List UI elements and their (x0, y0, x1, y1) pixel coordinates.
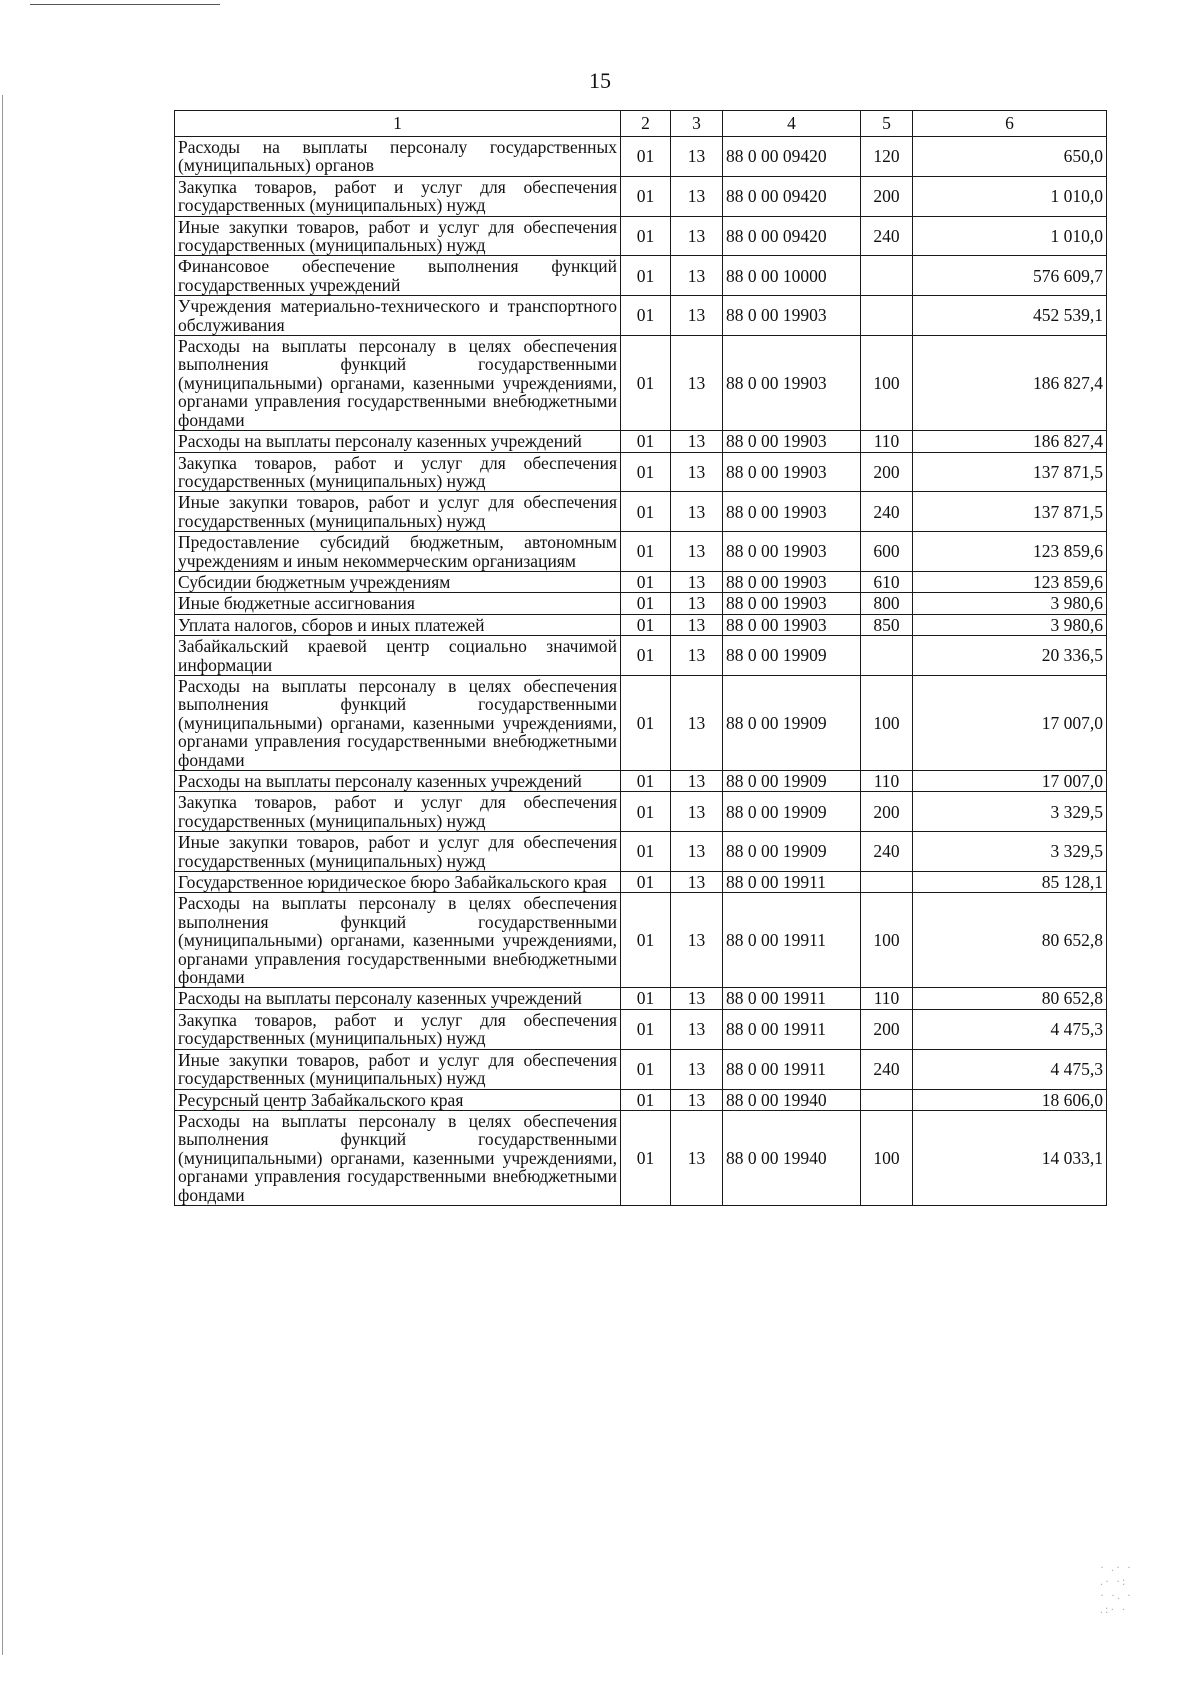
row-target-code: 88 0 00 19909 (723, 771, 861, 792)
row-subsection: 13 (671, 1089, 723, 1110)
row-name: Ресурсный центр Забайкальского края (175, 1089, 621, 1110)
row-subsection: 13 (671, 571, 723, 592)
row-expense-type: 200 (861, 176, 913, 216)
row-subsection: 13 (671, 216, 723, 256)
table-header-row (175, 111, 1107, 137)
row-subsection: 13 (671, 1009, 723, 1049)
row-expense-type: 100 (861, 675, 913, 770)
row-section: 01 (621, 1009, 671, 1049)
row-section: 01 (621, 137, 671, 177)
header-col-6: 6 (913, 111, 1107, 137)
row-subsection: 13 (671, 176, 723, 216)
row-name: Расходы на выплаты персоналу в целях обеспечения выполнения функций государственными (муниципальными) органами, казенными учреждениями, органами управления государственными внебюджетными фондами (175, 1110, 621, 1205)
table-row (175, 1049, 1107, 1089)
row-target-code: 88 0 00 19909 (723, 792, 861, 832)
table-row (175, 431, 1107, 452)
row-subsection: 13 (671, 832, 723, 872)
row-subsection: 13 (671, 336, 723, 431)
row-section: 01 (621, 636, 671, 676)
row-section: 01 (621, 256, 671, 296)
row-section: 01 (621, 216, 671, 256)
row-name: Предоставление субсидий бюджетным, автономным учреждениям и иным некоммерческим организациям (175, 532, 621, 572)
row-amount: 14 033,1 (913, 1110, 1107, 1205)
row-subsection: 13 (671, 675, 723, 770)
table-row (175, 1110, 1107, 1205)
row-name: Закупка товаров, работ и услуг для обеспечения государственных (муниципальных) нужд (175, 452, 621, 492)
left-scan-edge (2, 95, 3, 1655)
row-amount: 3 980,6 (913, 593, 1107, 614)
row-amount: 186 827,4 (913, 431, 1107, 452)
row-subsection: 13 (671, 872, 723, 893)
row-expense-type (861, 256, 913, 296)
row-target-code: 88 0 00 09420 (723, 137, 861, 177)
table-row (175, 593, 1107, 614)
row-target-code: 88 0 00 19940 (723, 1110, 861, 1205)
row-expense-type: 120 (861, 137, 913, 177)
row-target-code: 88 0 00 19911 (723, 872, 861, 893)
table-row (175, 832, 1107, 872)
row-section: 01 (621, 452, 671, 492)
table-row (175, 296, 1107, 336)
table-row (175, 216, 1107, 256)
row-name: Иные закупки товаров, работ и услуг для обеспечения государственных (муниципальных) нужд (175, 216, 621, 256)
row-target-code: 88 0 00 19911 (723, 893, 861, 988)
row-name: Расходы на выплаты персоналу государственных (муниципальных) органов (175, 137, 621, 177)
row-subsection: 13 (671, 431, 723, 452)
row-amount: 85 128,1 (913, 872, 1107, 893)
row-target-code: 88 0 00 19903 (723, 336, 861, 431)
row-target-code: 88 0 00 19903 (723, 532, 861, 572)
row-target-code: 88 0 00 10000 (723, 256, 861, 296)
header-col-3: 3 (671, 111, 723, 137)
row-name: Расходы на выплаты персоналу в целях обеспечения выполнения функций государственными (муниципальными) органами, казенными учреждениями, органами управления государственными внебюджетными фондами (175, 336, 621, 431)
header-col-5: 5 (861, 111, 913, 137)
row-name: Иные бюджетные ассигнования (175, 593, 621, 614)
row-name: Государственное юридическое бюро Забайкальского края (175, 872, 621, 893)
row-subsection: 13 (671, 771, 723, 792)
row-section: 01 (621, 893, 671, 988)
row-name: Забайкальский краевой центр социально значимой информации (175, 636, 621, 676)
row-target-code: 88 0 00 19903 (723, 431, 861, 452)
row-amount: 3 329,5 (913, 792, 1107, 832)
row-section: 01 (621, 296, 671, 336)
row-name: Расходы на выплаты персоналу в целях обеспечения выполнения функций государственными (муниципальными) органами, казенными учреждениями, органами управления государственными внебюджетными фондами (175, 893, 621, 988)
header-col-2: 2 (621, 111, 671, 137)
table-body (175, 137, 1107, 1206)
header-col-4: 4 (723, 111, 861, 137)
table-row (175, 137, 1107, 177)
row-amount: 18 606,0 (913, 1089, 1107, 1110)
row-section: 01 (621, 532, 671, 572)
table-row (175, 452, 1107, 492)
row-subsection: 13 (671, 256, 723, 296)
row-expense-type: 200 (861, 792, 913, 832)
row-target-code: 88 0 00 19911 (723, 1049, 861, 1089)
row-target-code: 88 0 00 19903 (723, 571, 861, 592)
row-section: 01 (621, 872, 671, 893)
row-section: 01 (621, 792, 671, 832)
page-number: 15 (589, 68, 611, 93)
row-expense-type: 850 (861, 614, 913, 635)
row-name: Иные закупки товаров, работ и услуг для обеспечения государственных (муниципальных) нужд (175, 492, 621, 532)
table-row (175, 988, 1107, 1009)
row-name: Иные закупки товаров, работ и услуг для обеспечения государственных (муниципальных) нужд (175, 1049, 621, 1089)
row-section: 01 (621, 571, 671, 592)
row-amount: 452 539,1 (913, 296, 1107, 336)
table-row (175, 614, 1107, 635)
row-subsection: 13 (671, 593, 723, 614)
row-name: Закупка товаров, работ и услуг для обеспечения государственных (муниципальных) нужд (175, 176, 621, 216)
row-name: Расходы на выплаты персоналу в целях обеспечения выполнения функций государственными (муниципальными) органами, казенными учреждениями, органами управления государственными внебюджетными фондами (175, 675, 621, 770)
table-row (175, 336, 1107, 431)
row-section: 01 (621, 832, 671, 872)
row-expense-type: 240 (861, 216, 913, 256)
row-amount: 4 475,3 (913, 1049, 1107, 1089)
row-expense-type: 800 (861, 593, 913, 614)
table-row (175, 872, 1107, 893)
row-target-code: 88 0 00 19911 (723, 1009, 861, 1049)
row-expense-type: 240 (861, 832, 913, 872)
row-expense-type: 110 (861, 988, 913, 1009)
row-amount: 20 336,5 (913, 636, 1107, 676)
table-row (175, 893, 1107, 988)
row-name: Расходы на выплаты персоналу казенных учреждений (175, 771, 621, 792)
row-expense-type: 240 (861, 492, 913, 532)
row-expense-type: 200 (861, 452, 913, 492)
row-expense-type: 200 (861, 1009, 913, 1049)
row-amount: 3 980,6 (913, 614, 1107, 635)
row-subsection: 13 (671, 614, 723, 635)
row-name: Финансовое обеспечение выполнения функций государственных учреждений (175, 256, 621, 296)
row-amount: 4 475,3 (913, 1009, 1107, 1049)
row-amount: 123 859,6 (913, 571, 1107, 592)
table-row (175, 176, 1107, 216)
row-subsection: 13 (671, 452, 723, 492)
row-name: Уплата налогов, сборов и иных платежей (175, 614, 621, 635)
row-amount: 1 010,0 (913, 176, 1107, 216)
row-subsection: 13 (671, 137, 723, 177)
row-name: Закупка товаров, работ и услуг для обеспечения государственных (муниципальных) нужд (175, 1009, 621, 1049)
row-subsection: 13 (671, 1049, 723, 1089)
table-row (175, 492, 1107, 532)
table-row (175, 771, 1107, 792)
row-section: 01 (621, 593, 671, 614)
row-amount: 123 859,6 (913, 532, 1107, 572)
table-row (175, 792, 1107, 832)
row-section: 01 (621, 431, 671, 452)
row-target-code: 88 0 00 19909 (723, 636, 861, 676)
row-amount: 137 871,5 (913, 492, 1107, 532)
table-row (175, 571, 1107, 592)
header-col-1: 1 (175, 111, 621, 137)
row-section: 01 (621, 614, 671, 635)
row-section: 01 (621, 1110, 671, 1205)
row-target-code: 88 0 00 19903 (723, 452, 861, 492)
budget-table (174, 110, 1107, 1206)
row-subsection: 13 (671, 492, 723, 532)
row-section: 01 (621, 336, 671, 431)
row-section: 01 (621, 176, 671, 216)
row-expense-type: 100 (861, 893, 913, 988)
row-target-code: 88 0 00 09420 (723, 216, 861, 256)
row-section: 01 (621, 492, 671, 532)
row-expense-type: 600 (861, 532, 913, 572)
row-expense-type (861, 872, 913, 893)
row-section: 01 (621, 771, 671, 792)
row-target-code: 88 0 00 09420 (723, 176, 861, 216)
row-amount: 17 007,0 (913, 675, 1107, 770)
row-amount: 3 329,5 (913, 832, 1107, 872)
table-row (175, 532, 1107, 572)
top-scan-rule (30, 4, 220, 5)
row-target-code: 88 0 00 19909 (723, 832, 861, 872)
row-amount: 80 652,8 (913, 988, 1107, 1009)
row-expense-type: 100 (861, 1110, 913, 1205)
row-amount: 186 827,4 (913, 336, 1107, 431)
row-expense-type: 100 (861, 336, 913, 431)
scan-noise: · .· · .· ·: · ·. · .:· · (1100, 1560, 1133, 1616)
row-name: Расходы на выплаты персоналу казенных учреждений (175, 431, 621, 452)
row-amount: 80 652,8 (913, 893, 1107, 988)
row-target-code: 88 0 00 19903 (723, 296, 861, 336)
row-section: 01 (621, 988, 671, 1009)
row-name: Субсидии бюджетным учреждениям (175, 571, 621, 592)
table-row (175, 256, 1107, 296)
row-amount: 137 871,5 (913, 452, 1107, 492)
row-section: 01 (621, 675, 671, 770)
row-subsection: 13 (671, 296, 723, 336)
row-subsection: 13 (671, 1110, 723, 1205)
row-subsection: 13 (671, 532, 723, 572)
row-amount: 576 609,7 (913, 256, 1107, 296)
row-section: 01 (621, 1049, 671, 1089)
row-name: Иные закупки товаров, работ и услуг для обеспечения государственных (муниципальных) нужд (175, 832, 621, 872)
row-name: Закупка товаров, работ и услуг для обеспечения государственных (муниципальных) нужд (175, 792, 621, 832)
table-row (175, 1089, 1107, 1110)
row-expense-type (861, 636, 913, 676)
row-amount: 650,0 (913, 137, 1107, 177)
row-subsection: 13 (671, 792, 723, 832)
row-target-code: 88 0 00 19903 (723, 593, 861, 614)
row-expense-type (861, 296, 913, 336)
row-name: Учреждения материально-технического и транспортного обслуживания (175, 296, 621, 336)
row-amount: 1 010,0 (913, 216, 1107, 256)
row-target-code: 88 0 00 19903 (723, 614, 861, 635)
row-expense-type: 240 (861, 1049, 913, 1089)
row-section: 01 (621, 1089, 671, 1110)
row-subsection: 13 (671, 988, 723, 1009)
row-target-code: 88 0 00 19909 (723, 675, 861, 770)
row-subsection: 13 (671, 893, 723, 988)
table-row (175, 675, 1107, 770)
table-row (175, 636, 1107, 676)
row-expense-type: 110 (861, 431, 913, 452)
row-target-code: 88 0 00 19903 (723, 492, 861, 532)
table-row (175, 1009, 1107, 1049)
row-amount: 17 007,0 (913, 771, 1107, 792)
row-subsection: 13 (671, 636, 723, 676)
row-name: Расходы на выплаты персоналу казенных учреждений (175, 988, 621, 1009)
row-expense-type: 610 (861, 571, 913, 592)
row-expense-type (861, 1089, 913, 1110)
row-target-code: 88 0 00 19911 (723, 988, 861, 1009)
row-expense-type: 110 (861, 771, 913, 792)
row-target-code: 88 0 00 19940 (723, 1089, 861, 1110)
